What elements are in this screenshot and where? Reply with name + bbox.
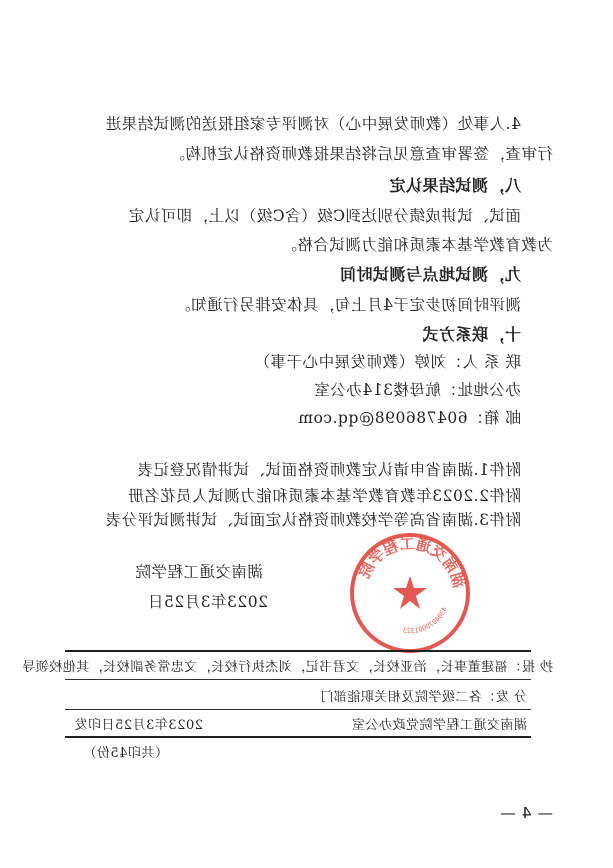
section-8-heading: 八，测试结果认定	[388, 176, 521, 195]
copies-count: （共印45份）	[82, 746, 168, 761]
paragraph-4-line-1: 4.人事处（教师发展中心）对测评专家组报送的测试结果进	[105, 115, 521, 133]
signature-org: 湖南交通工程学院	[134, 563, 263, 581]
attachment-3: 附件3.湖南省高等学校教师资格认定面试、试讲测试评分表	[105, 511, 521, 529]
section-10-heading: 十，联系方式	[421, 325, 521, 344]
seal-number-path: 4304070001323	[402, 605, 449, 636]
section-9-heading: 九，测试地点与测试时间	[339, 265, 521, 284]
contact-person: 联 系 人：刘婷（教师发展中心干事）	[254, 353, 521, 371]
footer-rule-top	[65, 650, 531, 652]
footer-rule-2	[65, 709, 531, 710]
section-9-line-1: 测评时间初步定于4月上旬，具体安排另行通知。	[174, 296, 521, 314]
footer-rule-bottom	[65, 736, 531, 738]
distribution-list: 分 发：各二级学院及相关职能部门	[319, 690, 527, 705]
section-8-line-1: 面试、试讲成绩分别达到C级（含C级）以上，即可认定	[128, 207, 521, 225]
paragraph-4-line-2: 行审查，签署审查意见后将结果报教师资格认定机构。	[168, 145, 553, 163]
seal-org-text-path: 湖南交通工程学院	[355, 534, 468, 590]
office-address: 办公地址：航母楼314办公室	[313, 381, 521, 399]
official-seal	[347, 530, 473, 656]
cc-list: 抄 报：福建董事长，治亚校长，文君书记，刘杰执行校长，文忠常务副校长，其他校领导	[21, 660, 553, 675]
signature-date: 2023年3月25日	[147, 593, 268, 611]
attachment-2: 附件2.2023年教育教学基本素质和能力测试人员花名册	[127, 487, 521, 505]
contact-email: 邮 箱：604786098@qq.com	[297, 409, 521, 427]
attachment-1: 附件1.湖南省申请认定教师资格面试、试讲情况登记表	[137, 461, 521, 479]
issue-date: 2023年3月25日印发	[74, 718, 203, 733]
page-number: — 4 —	[499, 804, 553, 822]
issuer: 湖南交通工程学院党政办公室	[351, 718, 527, 733]
seal-number-text	[402, 606, 449, 636]
seal-star-icon	[393, 576, 427, 609]
section-8-line-2: 为教育教学基本素质和能力测试合格。	[280, 236, 553, 254]
footer-rule-1	[65, 679, 531, 680]
